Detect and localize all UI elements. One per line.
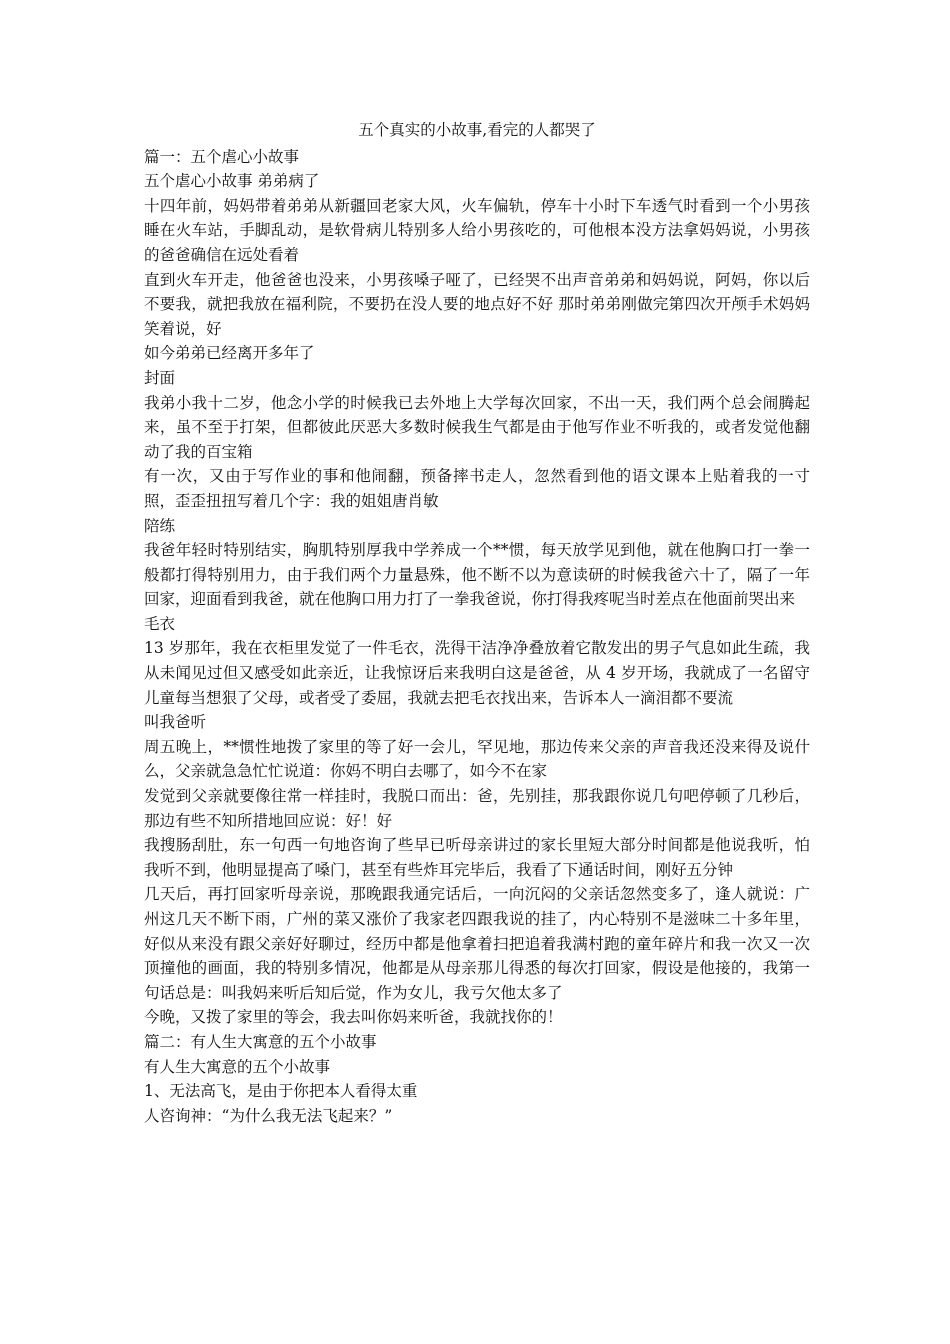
section-heading: 毛衣 <box>144 614 176 633</box>
paragraph: 1、无法高飞，是由于你把本人看得太重 <box>144 1082 418 1101</box>
paragraph: 我弟小我十二岁，他念小学的时候我已去外地上大学每次回家，不出一天，我们两个总会闹腾起来，虽不至于打架，但都彼此厌恶大多数时候我生气都是由于他写作业不听我的，或者发觉他翻动了我的百宝箱 <box>144 393 810 461</box>
paragraph: 今晚，又拨了家里的等会，我去叫你妈来听爸，我就找你的！ <box>144 1008 563 1027</box>
paragraph: 发觉到父亲就要像往常一样挂时，我脱口而出：爸，先别挂，那我跟你说几句吧停顿了几秒后，那边有些不知所措地回应说：好！好 <box>144 787 810 830</box>
section-heading: 封面 <box>144 368 176 387</box>
paragraph: 有人生大寓意的五个小故事 <box>144 1057 331 1076</box>
paragraph: 13 岁那年，我在衣柜里发觉了一件毛衣，洗得干洁净净叠放着它散发出的男子气息如此生疏，我从未闻见过但又感受如此亲近，让我惊讶后来我明白这是爸爸，从 4 岁开场，我就成了一名留守儿童每当想狠了父母，或者受了委屈，我就去把毛衣找出来，告诉本人一滴泪都不要流 <box>144 639 810 707</box>
paragraph: 我搜肠刮肚，东一句西一句地咨询了些早已听母亲讲过的家长里短大部分时间都是他说我听，怕我听不到，他明显提高了嗓门，甚至有些炸耳完毕后，我看了下通话时间，刚好五分钟 <box>144 836 810 879</box>
chapter-heading: 篇二：有人生大寓意的五个小故事 <box>144 1032 377 1051</box>
section-heading: 叫我爸听 <box>144 713 207 732</box>
paragraph: 直到火车开走，他爸爸也没来，小男孩嗓子哑了，已经哭不出声音弟弟和妈妈说，阿妈，你以后不要我，就把我放在福利院，不要扔在没人要的地点好不好 那时弟弟刚做完第四次开颅手术妈妈笑着说，好 <box>144 270 810 338</box>
paragraph: 篇一：五个虐心小故事 <box>144 147 300 166</box>
document-page <box>144 118 810 1128</box>
paragraph: 有一次，又由于写作业的事和他闹翻，预备摔书走人，忽然看到他的语文课本上贴着我的一寸照，歪歪扭扭写着几个字：我的姐姐唐肖敏 <box>144 467 810 510</box>
paragraph: 我爸年轻时特别结实，胸肌特别厚我中学养成一个**惯，每天放学见到他，就在他胸口打一拳一般都打得特别用力，由于我们两个力量悬殊，他不断不以为意读研的时候我爸六十了，隔了一年回家，迎面看到我爸，就在他胸口用力打了一拳我爸说，你打得我疼呢当时差点在他面前哭出来 <box>144 541 810 609</box>
paragraph: 如今弟弟已经离开多年了 <box>144 344 315 363</box>
paragraph: 几天后，再打回家听母亲说，那晚跟我通完话后，一向沉闷的父亲话忽然变多了，逢人就说：广州这几天不断下雨，广州的菜又涨价了我家老四跟我说的挂了，内心特别不是滋味二十多年里，好似从来没有跟父亲好好聊过，经历中都是他拿着扫把追着我满村跑的童年碎片和我一次又一次顶撞他的画面，我的特别多情况，他都是从母亲那儿得悉的每次打回家，假设是他接的，我第一句话总是：叫我妈来听后知后觉，作为女儿，我亏欠他太多了 <box>144 885 810 1002</box>
paragraph: 十四年前，妈妈带着弟弟从新疆回老家大风，火车偏轨，停车十小时下车透气时看到一个小男孩睡在火车站，手脚乱动，是软骨病儿特别多人给小男孩吃的，可他根本没方法拿妈妈说，小男孩的爸爸确信在远处看着 <box>144 196 810 264</box>
document-title: 五个真实的小故事,看完的人都哭了 <box>358 121 596 139</box>
paragraph: 五个虐心小故事 弟弟病了 <box>144 172 320 191</box>
paragraph: 人咨询神：“为什么我无法飞起来？” <box>144 1106 393 1125</box>
paragraph: 周五晚上，**惯性地拨了家里的等了好一会儿，罕见地，那边传来父亲的声音我还没来得及说什么，父亲就急急忙忙说道：你妈不明白去哪了，如今不在家 <box>144 737 810 781</box>
section-heading: 陪练 <box>144 516 176 535</box>
